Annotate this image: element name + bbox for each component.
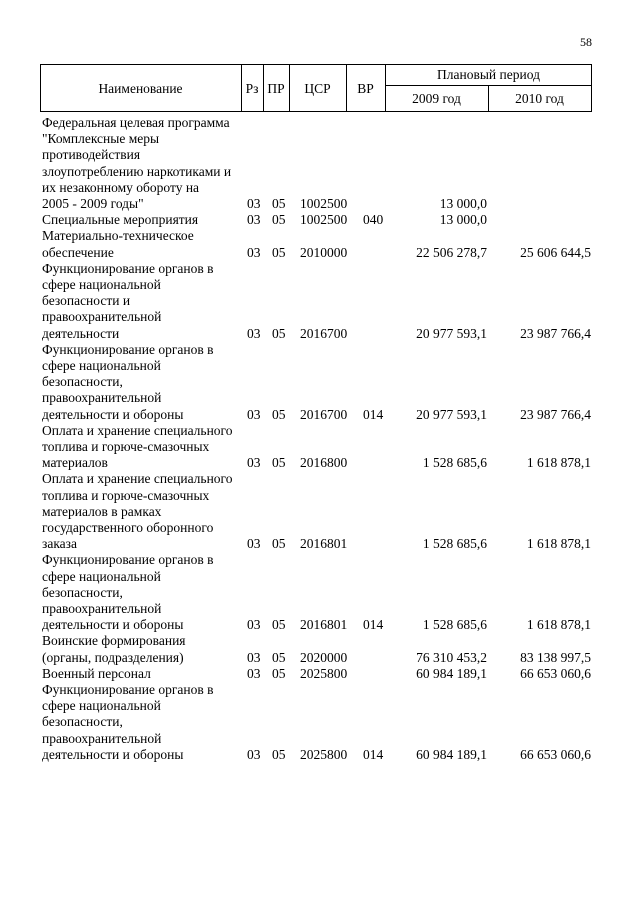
row-name-line: безопасности, [42, 714, 123, 730]
row-name-line: "Комплексные меры [42, 131, 160, 147]
row-amount-2009: 13 000,0 [439, 196, 487, 211]
header-planned-period: Плановый период [437, 67, 540, 82]
row-name [42, 261, 252, 342]
table-row [0, 633, 640, 665]
row-name-line: топлива и горюче-смазочных [42, 439, 210, 454]
row-amount-2009: 76 310 453,2 [416, 649, 487, 665]
row-pr: 05 [272, 617, 286, 633]
table-row [0, 682, 640, 763]
row-name-line: Материально-техническое [42, 228, 194, 244]
row-name-line: материалов [42, 455, 108, 471]
row-rz: 03 [247, 617, 261, 633]
row-name-line: Функционирование органов в [42, 682, 214, 697]
row-name-line: государственного оборонного [42, 520, 214, 535]
row-rz: 03 [247, 212, 261, 228]
row-name-line: сфере национальной [42, 698, 161, 714]
header-name: Наименование [98, 81, 183, 96]
row-name-line: 2005 - 2009 годы" [42, 196, 144, 212]
row-csr: 2016800 [300, 455, 348, 471]
table-row [0, 552, 640, 633]
row-name-line: Оплата и хранение специального [42, 471, 233, 487]
row-pr: 05 [272, 455, 286, 471]
table-row [0, 423, 640, 472]
header-border-bottom [40, 111, 592, 112]
row-name [42, 115, 252, 212]
row-vr: 014 [363, 617, 384, 633]
row-amount-2010: 83 138 997,5 [520, 649, 591, 665]
table-row [0, 115, 640, 212]
row-amount-2010: 1 618 878,1 [526, 455, 591, 471]
row-pr: 05 [272, 244, 286, 260]
row-name-line: Оплата и хранение специального [42, 422, 233, 438]
row-name-line: деятельности и обороны [42, 617, 184, 633]
row-name-line: правоохранительной [42, 390, 162, 406]
row-name-line: сфере национальной [42, 277, 161, 292]
row-amount-2010: 1 618 878,1 [526, 536, 591, 552]
row-rz: 03 [247, 536, 261, 552]
row-name-line: сфере национальной [42, 568, 161, 584]
table-row [0, 342, 640, 423]
header-vr: ВР [357, 81, 374, 96]
row-csr: 1002500 [300, 196, 348, 211]
row-csr: 2016700 [300, 406, 348, 422]
row-name [42, 471, 252, 552]
row-amount-2010: 1 618 878,1 [526, 617, 591, 633]
row-pr: 05 [272, 746, 286, 762]
header-border-top [40, 64, 592, 65]
row-name [42, 633, 252, 665]
row-name-line: (органы, подразделения) [42, 649, 184, 665]
row-name [42, 212, 252, 228]
row-amount-2009: 22 506 278,7 [416, 244, 487, 260]
row-rz: 03 [247, 196, 261, 211]
row-name [42, 423, 252, 472]
row-vr: 040 [363, 212, 384, 228]
row-pr: 05 [272, 536, 286, 552]
table-row [0, 212, 640, 228]
row-name-line: правоохранительной [42, 601, 162, 616]
row-name-line: обеспечение [42, 244, 114, 260]
header-year-2010: 2010 год [515, 91, 564, 106]
table-row [0, 666, 640, 682]
row-pr: 05 [272, 649, 286, 665]
row-name-line: Специальные мероприятия [42, 212, 199, 228]
row-vr: 014 [363, 746, 384, 762]
row-amount-2009: 1 528 685,6 [422, 536, 487, 552]
row-name-line: Функционирование органов в [42, 260, 214, 276]
row-name [42, 552, 252, 633]
row-csr: 2010000 [300, 244, 348, 260]
row-name-line: безопасности, [42, 584, 123, 600]
row-csr: 2025800 [300, 665, 348, 681]
row-name [42, 682, 252, 763]
row-amount-2009: 60 984 189,1 [416, 746, 487, 762]
row-name-line: Функционирование органов в [42, 552, 214, 568]
row-rz: 03 [247, 649, 261, 665]
header-year-2009: 2009 год [412, 91, 461, 106]
row-name-line: материалов в рамках [42, 503, 162, 519]
row-rz: 03 [247, 325, 261, 341]
row-name-line: правоохранительной [42, 309, 162, 325]
row-name-line: противодействия [42, 147, 141, 163]
row-amount-2009: 20 977 593,1 [416, 325, 487, 341]
header-rz: Рз [245, 81, 259, 96]
row-amount-2009: 20 977 593,1 [416, 406, 487, 422]
row-pr: 05 [272, 196, 286, 211]
row-name [42, 342, 252, 423]
row-csr: 2025800 [300, 746, 348, 762]
row-csr: 2016801 [300, 617, 348, 633]
row-name [42, 666, 252, 682]
row-name-line: сфере национальной [42, 358, 161, 373]
table-row [0, 261, 640, 342]
row-csr: 2016801 [300, 536, 348, 552]
row-name-line: Федеральная целевая программа [42, 115, 230, 130]
row-amount-2010: 23 987 766,4 [520, 325, 591, 341]
row-name-line: злоупотреблению наркотиками и [42, 163, 232, 179]
header-divider [385, 85, 592, 86]
row-amount-2010: 25 606 644,5 [520, 244, 591, 260]
row-name [42, 228, 252, 260]
row-csr: 1002500 [300, 212, 348, 228]
row-rz: 03 [247, 455, 261, 471]
row-name-line: правоохранительной [42, 730, 162, 746]
row-name-line: Воинские формирования [42, 633, 186, 649]
table-row [0, 228, 640, 260]
row-amount-2009: 60 984 189,1 [416, 665, 487, 681]
row-amount-2009: 1 528 685,6 [422, 455, 487, 471]
header-csr: ЦСР [304, 81, 331, 96]
row-amount-2010: 66 653 060,6 [520, 746, 591, 762]
row-name-line: деятельности и обороны [42, 746, 184, 762]
row-amount-2010: 23 987 766,4 [520, 406, 591, 422]
row-pr: 05 [272, 665, 286, 681]
row-pr: 05 [272, 212, 286, 228]
page-number: 58 [580, 35, 592, 49]
row-name-line: безопасности, [42, 374, 123, 390]
row-name-line: деятельности и обороны [42, 406, 184, 422]
row-name-line: топлива и горюче-смазочных [42, 487, 210, 503]
row-name-line: заказа [42, 536, 77, 552]
row-vr: 014 [363, 406, 384, 422]
row-pr: 05 [272, 406, 286, 422]
row-name-line: Военный персонал [42, 665, 151, 681]
row-amount-2009: 13 000,0 [439, 212, 487, 228]
row-name-line: Функционирование органов в [42, 341, 214, 357]
row-pr: 05 [272, 325, 286, 341]
table-header [40, 64, 592, 112]
row-rz: 03 [247, 665, 261, 681]
row-amount-2010: 66 653 060,6 [520, 665, 591, 681]
row-name-line: деятельности [42, 325, 120, 341]
row-rz: 03 [247, 244, 261, 260]
row-name-line: их незаконному обороту на [42, 179, 200, 195]
row-rz: 03 [247, 746, 261, 762]
row-amount-2009: 1 528 685,6 [422, 617, 487, 633]
row-rz: 03 [247, 406, 261, 422]
table-row [0, 471, 640, 552]
row-csr: 2016700 [300, 325, 348, 341]
row-name-line: безопасности и [42, 293, 131, 309]
row-csr: 2020000 [300, 649, 348, 665]
header-pr: ПР [267, 81, 285, 96]
